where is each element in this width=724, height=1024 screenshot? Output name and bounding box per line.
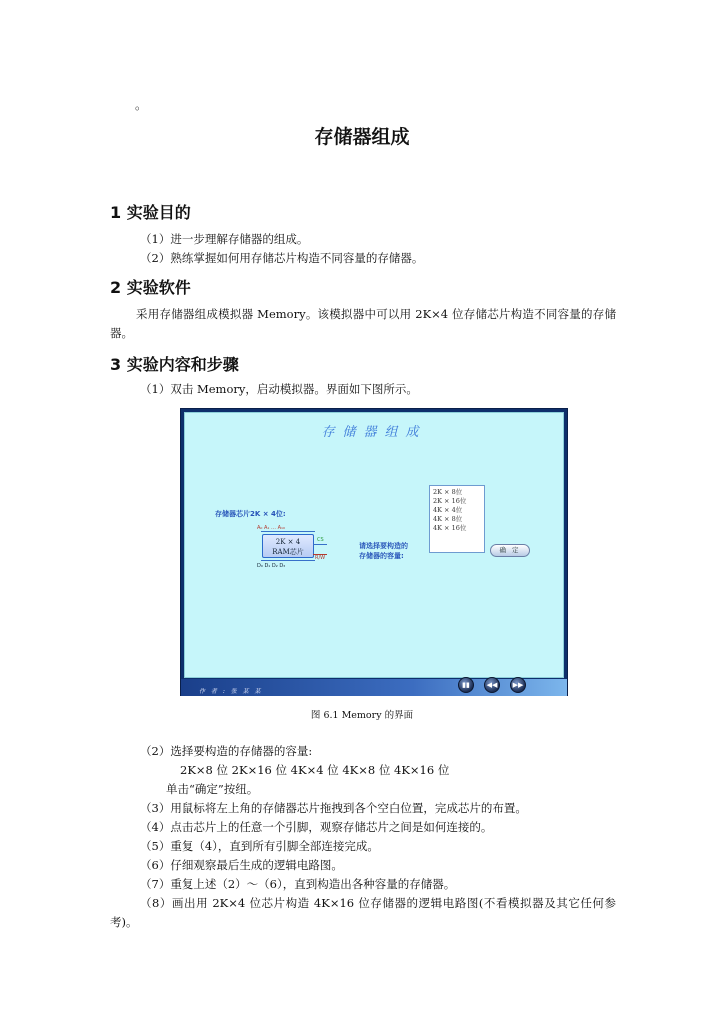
data-pins[interactable]: D₀ D₁ D₂ D₃ bbox=[257, 563, 286, 569]
figure-caption: 图 6.1 Memory 的界面 bbox=[310, 710, 414, 721]
purpose-item-2: （2）熟练掌握如何用存储芯片构造不同容量的存储器。 bbox=[140, 251, 424, 265]
author-label: 作 者 : 张 某 某 bbox=[199, 688, 263, 695]
chip-line-2: RAM芯片 bbox=[272, 548, 304, 556]
capacity-option[interactable]: 2K × 8位 bbox=[433, 488, 463, 496]
simulator-workspace bbox=[184, 412, 564, 678]
software-paragraph: 采用存储器组成模拟器 Memory。该模拟器中可以用 2K×4 位存储芯片构造不同容量的存储器。 bbox=[110, 307, 616, 340]
step-8: （8）画出用 2K×4 位芯片构造 4K×16 位存储器的逻辑电路图(不看模拟器及其它任何参考)。 bbox=[110, 896, 616, 929]
ram-chip[interactable] bbox=[262, 534, 314, 558]
step-7: （7）重复上述（2）～（6），直到构造出各种容量的存储器。 bbox=[140, 877, 456, 891]
cs-pin[interactable]: CS bbox=[317, 537, 324, 543]
rw-pin[interactable]: R/W bbox=[315, 555, 326, 561]
capacity-option[interactable]: 4K × 4位 bbox=[433, 506, 463, 514]
capacity-option[interactable]: 4K × 16位 bbox=[433, 524, 467, 532]
step-3: （3）用鼠标将左上角的存储器芯片拖拽到各个空白位置，完成芯片的布置。 bbox=[140, 801, 527, 815]
rw-line bbox=[313, 554, 327, 555]
step-2: （2）选择要构造的存储器的容量: bbox=[140, 744, 313, 758]
purpose-item-1: （1）进一步理解存储器的组成。 bbox=[140, 232, 309, 246]
step-6: （6）仔细观察最后生成的逻辑电路图。 bbox=[140, 858, 343, 872]
heading-purpose: 1 实验目的 bbox=[110, 203, 191, 222]
pause-icon[interactable]: ▮▮ bbox=[458, 677, 474, 693]
forward-icon[interactable]: ▶▶ bbox=[510, 677, 526, 693]
stray-mark: 。 bbox=[135, 98, 148, 112]
step-5: （5）重复（4），直到所有引脚全部连接完成。 bbox=[140, 839, 379, 853]
heading-steps: 3 实验内容和步骤 bbox=[110, 355, 239, 374]
click-confirm-text: 单击“确定”按纽。 bbox=[166, 782, 259, 796]
capacity-list-text: 2K×8 位 2K×16 位 4K×4 位 4K×8 位 4K×16 位 bbox=[180, 763, 450, 777]
data-bus-line bbox=[261, 560, 315, 561]
prompt-line-1: 请选择要构造的 bbox=[359, 542, 408, 550]
memory-simulator-screenshot bbox=[180, 408, 568, 696]
address-bus-line bbox=[261, 531, 315, 532]
cs-line bbox=[313, 544, 327, 545]
page-title: 存储器组成 bbox=[314, 126, 410, 148]
address-pins[interactable]: A₀ A₁ … A₁₀ bbox=[257, 525, 286, 531]
prompt-line-2: 存储器的容量: bbox=[359, 552, 404, 560]
chip-line-1: 2K × 4 bbox=[275, 538, 301, 546]
simulator-title: 存储器组成 bbox=[321, 425, 427, 440]
rewind-icon[interactable]: ◀◀ bbox=[484, 677, 500, 693]
step-1: （1）双击 Memory，启动模拟器。界面如下图所示。 bbox=[140, 382, 418, 396]
capacity-option[interactable]: 4K × 8位 bbox=[433, 515, 463, 523]
heading-software: 2 实验软件 bbox=[110, 278, 191, 297]
chip-caption: 存储器芯片2K × 4位: bbox=[215, 510, 286, 518]
capacity-option[interactable]: 2K × 16位 bbox=[433, 497, 467, 505]
capacity-listbox[interactable] bbox=[429, 485, 485, 553]
step-4: （4）点击芯片上的任意一个引脚，观察存储芯片之间是如何连接的。 bbox=[140, 820, 493, 834]
confirm-button[interactable]: 确 定 bbox=[490, 544, 530, 557]
